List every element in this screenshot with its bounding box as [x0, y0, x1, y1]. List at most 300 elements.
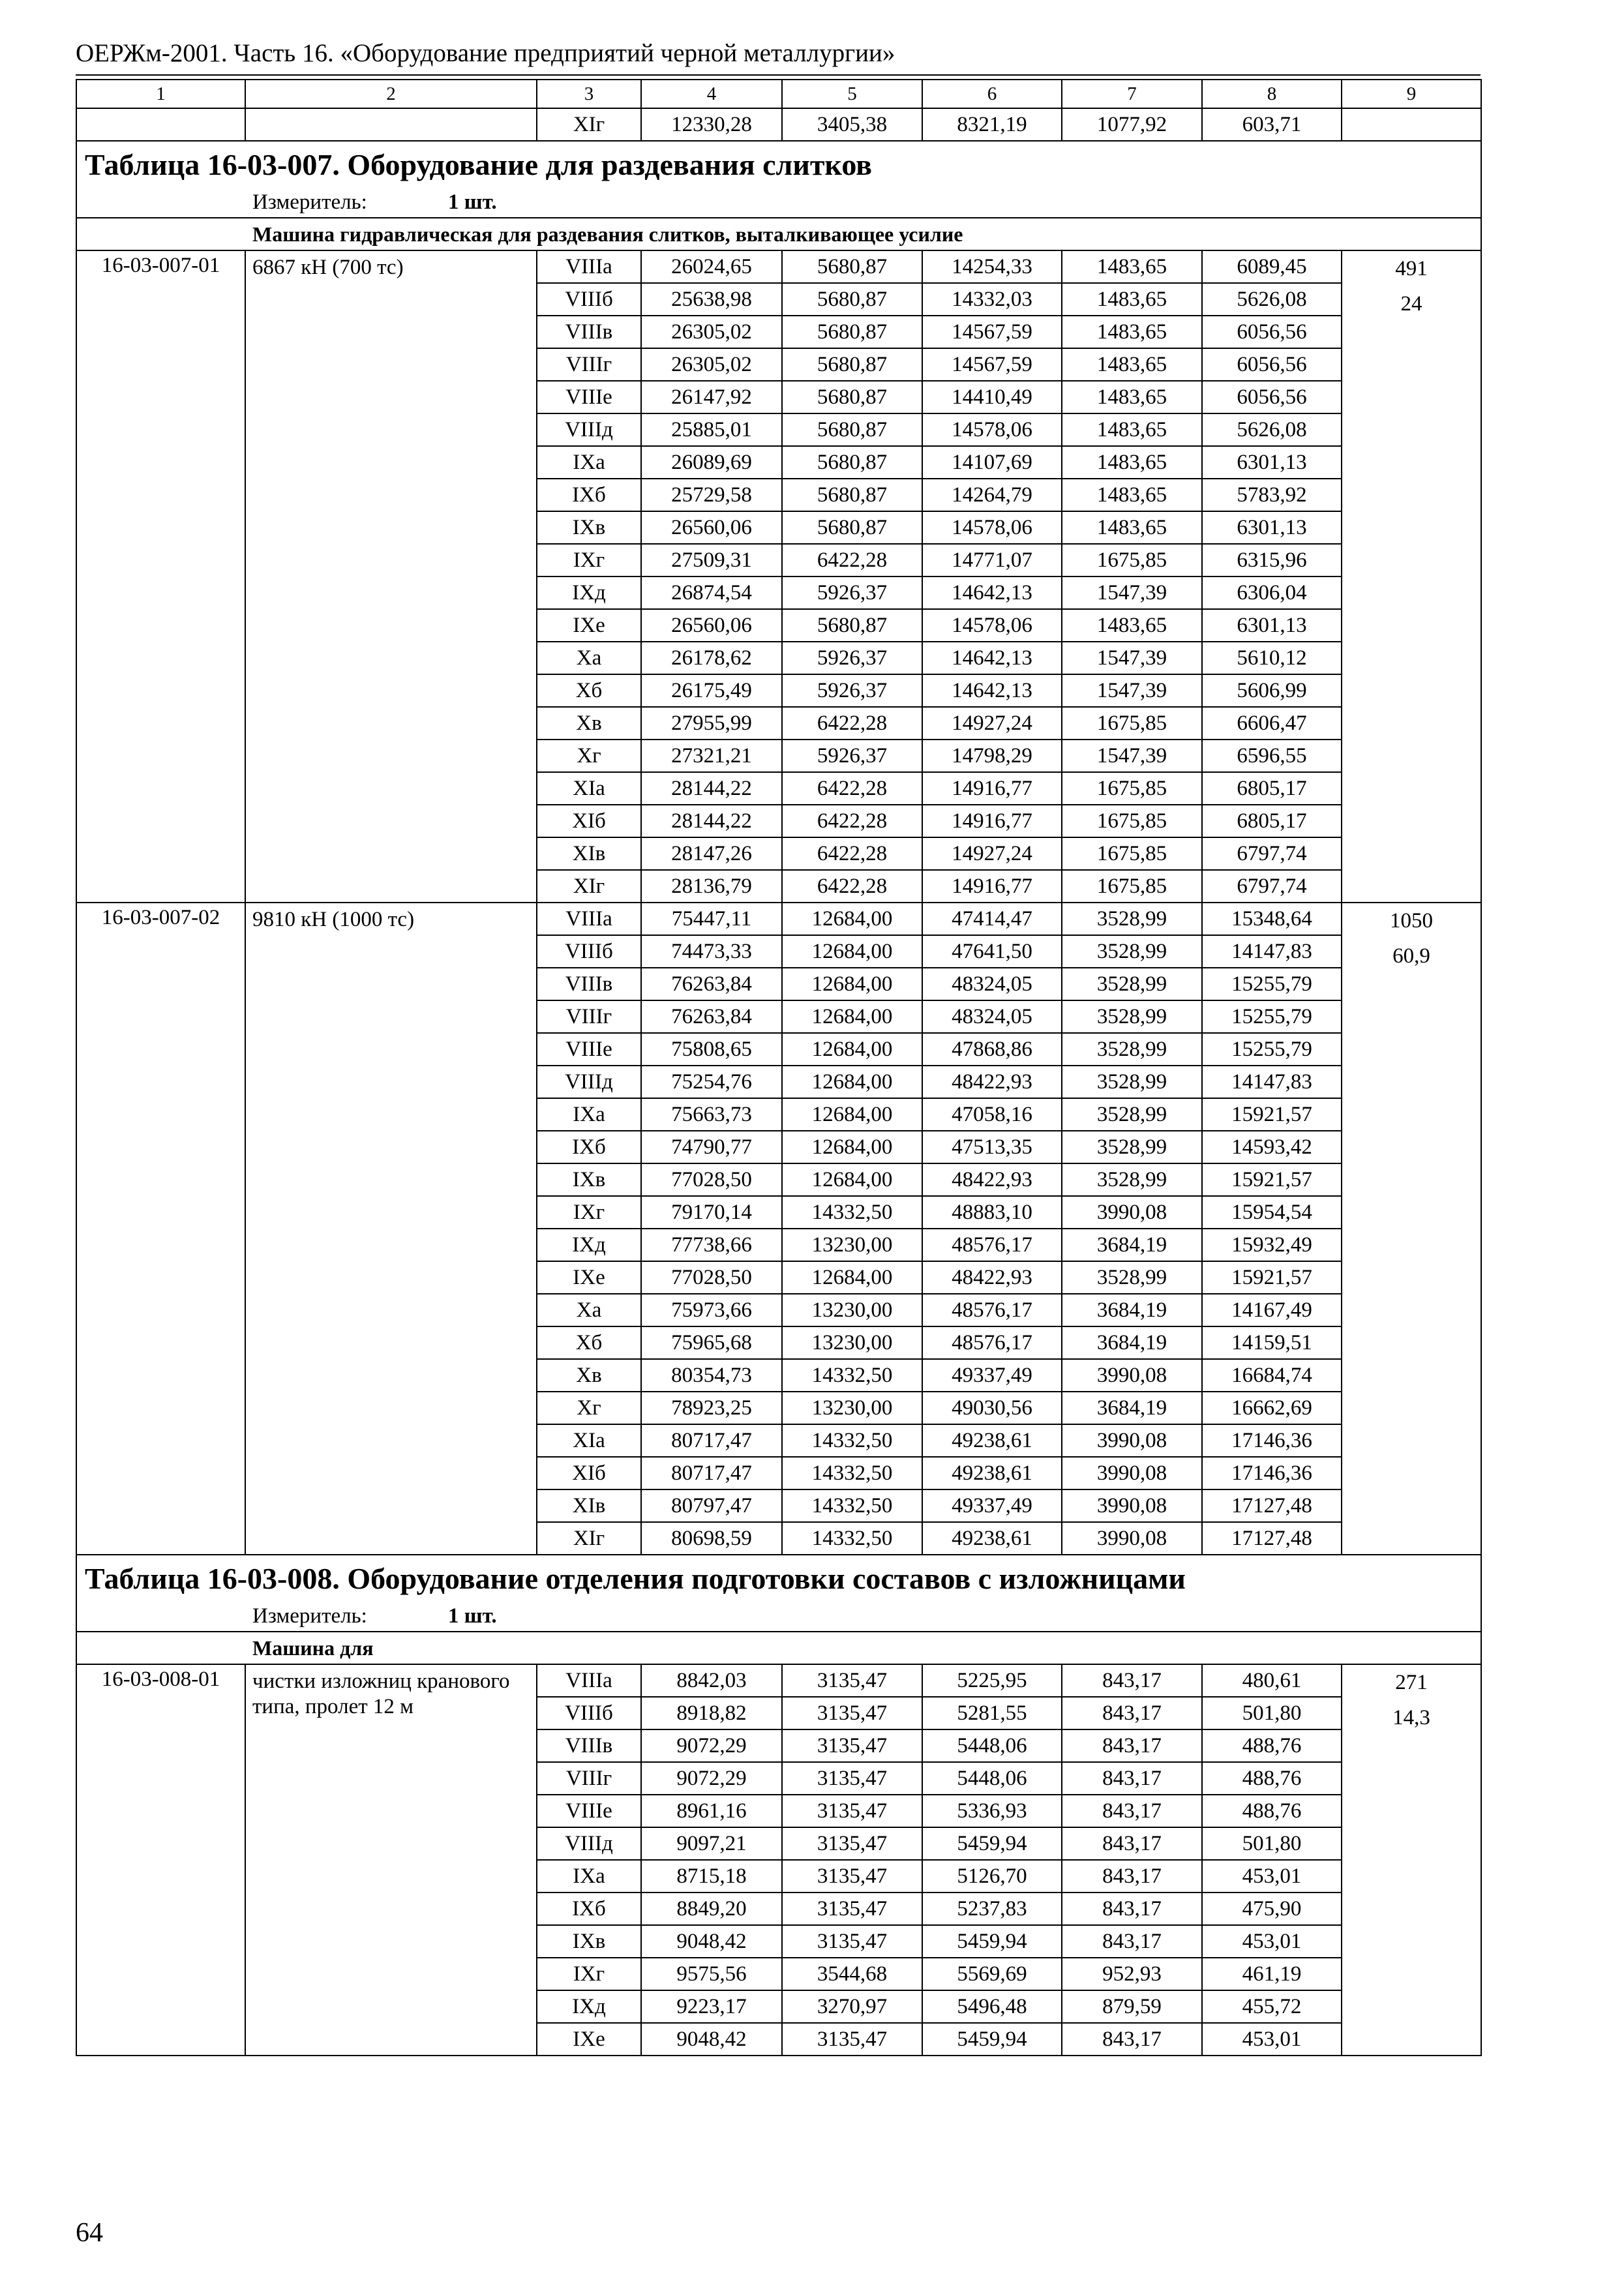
value-cell: 5459,94: [922, 1827, 1062, 1860]
page-header: ОЕРЖм-2001. Часть 16. «Оборудование предприятий черной металлургии»: [76, 39, 895, 67]
value-cell: 48422,93: [922, 1066, 1062, 1098]
value-cell: 12684,00: [782, 1098, 922, 1131]
value-cell: 3528,99: [1062, 1098, 1202, 1131]
value-cell: 14916,77: [922, 870, 1062, 903]
value-cell: 14254,33: [922, 250, 1062, 283]
value-cell: 453,01: [1202, 1860, 1342, 1893]
region-cell: XIа: [537, 772, 641, 805]
region-cell: IXв: [537, 511, 641, 544]
region-cell: XIб: [537, 1457, 641, 1489]
code-cell: [76, 108, 245, 141]
region-cell: IXе: [537, 609, 641, 642]
region-cell: IXг: [537, 1196, 641, 1229]
value-cell: 843,17: [1062, 1729, 1202, 1762]
value-cell: 3684,19: [1062, 1326, 1202, 1359]
value-cell: 47641,50: [922, 935, 1062, 968]
value-cell: 15255,79: [1202, 1033, 1342, 1066]
value-cell: 17127,48: [1202, 1522, 1342, 1555]
table-row: [76, 1664, 1481, 1697]
value-cell: 26178,62: [641, 642, 782, 674]
value-cell: 14332,50: [782, 1196, 922, 1229]
value-cell: 6301,13: [1202, 446, 1342, 479]
region-cell: IXг: [537, 544, 641, 576]
value-cell: 48576,17: [922, 1229, 1062, 1261]
value-cell: 461,19: [1202, 1958, 1342, 1990]
value-cell: 12684,00: [782, 1066, 922, 1098]
value-cell: 1483,65: [1062, 413, 1202, 446]
value-cell: 3528,99: [1062, 1131, 1202, 1163]
value-cell: 75663,73: [641, 1098, 782, 1131]
rate-name: чистки изложниц кранового типа, пролет 12 м: [245, 1664, 537, 2056]
value-cell: 14167,49: [1202, 1294, 1342, 1326]
extra-value: 491: [1395, 257, 1428, 280]
header-rule: [76, 74, 1481, 76]
region-cell: VIIIг: [537, 348, 641, 381]
rate-name: 6867 кН (700 тс): [245, 250, 537, 903]
value-cell: 6056,56: [1202, 348, 1342, 381]
value-cell: 47058,16: [922, 1098, 1062, 1131]
value-cell: 3528,99: [1062, 1066, 1202, 1098]
value-cell: 27955,99: [641, 707, 782, 740]
meter-cell: [76, 1602, 1481, 1632]
value-cell: 79170,14: [641, 1196, 782, 1229]
value-cell: 475,90: [1202, 1893, 1342, 1925]
value-cell: 5680,87: [782, 446, 922, 479]
value-cell: 501,80: [1202, 1827, 1342, 1860]
value-cell: 26305,02: [641, 348, 782, 381]
region-cell: XIг: [537, 108, 641, 141]
value-cell: 74790,77: [641, 1131, 782, 1163]
region-cell: VIIIд: [537, 413, 641, 446]
value-cell: 12684,00: [782, 1261, 922, 1294]
value-cell: 3528,99: [1062, 935, 1202, 968]
value-cell: 14332,50: [782, 1424, 922, 1457]
region-cell: IXв: [537, 1163, 641, 1196]
value-cell: 843,17: [1062, 1664, 1202, 1697]
value-cell: 5225,95: [922, 1664, 1062, 1697]
section-row: [76, 1632, 1481, 1664]
rate-name: 9810 кН (1000 тс): [245, 903, 537, 1555]
column-number-row: [76, 80, 1481, 108]
column-number: 9: [1342, 80, 1481, 108]
value-cell: 1547,39: [1062, 576, 1202, 609]
value-cell: 1077,92: [1062, 108, 1202, 141]
value-cell: 8961,16: [641, 1795, 782, 1827]
value-cell: 5680,87: [782, 316, 922, 348]
value-cell: 488,76: [1202, 1795, 1342, 1827]
value-cell: 5680,87: [782, 250, 922, 283]
value-cell: 26305,02: [641, 316, 782, 348]
region-cell: XIв: [537, 1489, 641, 1522]
value-cell: 1675,85: [1062, 805, 1202, 837]
region-cell: VIIIв: [537, 316, 641, 348]
value-cell: 3135,47: [782, 2023, 922, 2056]
value-cell: 3684,19: [1062, 1229, 1202, 1261]
value-cell: 3135,47: [782, 1925, 922, 1958]
value-cell: 75973,66: [641, 1294, 782, 1326]
region-cell: VIIIб: [537, 935, 641, 968]
value-cell: 16662,69: [1202, 1392, 1342, 1424]
value-cell: 48324,05: [922, 968, 1062, 1000]
value-cell: 5237,83: [922, 1893, 1062, 1925]
value-cell: 6422,28: [782, 870, 922, 903]
extra-cell: [1342, 250, 1481, 903]
value-cell: 12684,00: [782, 1000, 922, 1033]
value-cell: 80698,59: [641, 1522, 782, 1555]
value-cell: 75447,11: [641, 903, 782, 935]
region-cell: VIIIг: [537, 1762, 641, 1795]
value-cell: 5680,87: [782, 479, 922, 511]
value-cell: 8321,19: [922, 108, 1062, 141]
column-number: 3: [537, 80, 641, 108]
value-cell: 6422,28: [782, 837, 922, 870]
value-cell: 6422,28: [782, 544, 922, 576]
value-cell: 75254,76: [641, 1066, 782, 1098]
value-cell: 9048,42: [641, 1925, 782, 1958]
value-cell: 6306,04: [1202, 576, 1342, 609]
value-cell: 26560,06: [641, 511, 782, 544]
value-cell: 5610,12: [1202, 642, 1342, 674]
value-cell: 1675,85: [1062, 707, 1202, 740]
value-cell: 48422,93: [922, 1163, 1062, 1196]
value-cell: 879,59: [1062, 1990, 1202, 2023]
value-cell: 5626,08: [1202, 413, 1342, 446]
rate-code: 16-03-007-02: [76, 903, 245, 1555]
value-cell: 5459,94: [922, 1925, 1062, 1958]
value-cell: 3528,99: [1062, 1163, 1202, 1196]
region-cell: IXб: [537, 1131, 641, 1163]
region-cell: VIIIе: [537, 381, 641, 413]
rate-code: 16-03-008-01: [76, 1664, 245, 2056]
value-cell: 5926,37: [782, 740, 922, 772]
region-cell: Xв: [537, 1359, 641, 1392]
value-cell: 952,93: [1062, 1958, 1202, 1990]
value-cell: 75965,68: [641, 1326, 782, 1359]
value-cell: 14147,83: [1202, 935, 1342, 968]
value-cell: 5680,87: [782, 283, 922, 316]
value-cell: 25638,98: [641, 283, 782, 316]
value-cell: 3684,19: [1062, 1294, 1202, 1326]
value-cell: 48324,05: [922, 1000, 1062, 1033]
value-cell: 15921,57: [1202, 1163, 1342, 1196]
value-cell: 6805,17: [1202, 805, 1342, 837]
region-cell: Xг: [537, 1392, 641, 1424]
value-cell: 1547,39: [1062, 740, 1202, 772]
region-cell: VIIIа: [537, 903, 641, 935]
value-cell: 843,17: [1062, 2023, 1202, 2056]
value-cell: 26089,69: [641, 446, 782, 479]
value-cell: 3135,47: [782, 1664, 922, 1697]
value-cell: 75808,65: [641, 1033, 782, 1066]
value-cell: 76263,84: [641, 968, 782, 1000]
column-number: 1: [76, 80, 245, 108]
value-cell: 47414,47: [922, 903, 1062, 935]
value-cell: 12684,00: [782, 1033, 922, 1066]
column-number: 5: [782, 80, 922, 108]
table-body: [76, 80, 1481, 2056]
table-title-row: [76, 1555, 1481, 1602]
region-cell: VIIIб: [537, 283, 641, 316]
carry-over-row: [76, 108, 1481, 141]
column-number: 8: [1202, 80, 1342, 108]
value-cell: 1483,65: [1062, 250, 1202, 283]
value-cell: 28136,79: [641, 870, 782, 903]
column-number: 4: [641, 80, 782, 108]
value-cell: 26024,65: [641, 250, 782, 283]
table-title-row: [76, 141, 1481, 188]
region-cell: IXд: [537, 1229, 641, 1261]
value-cell: 1483,65: [1062, 283, 1202, 316]
value-cell: 48422,93: [922, 1261, 1062, 1294]
region-cell: Xв: [537, 707, 641, 740]
value-cell: 3990,08: [1062, 1196, 1202, 1229]
value-cell: 14916,77: [922, 805, 1062, 837]
value-cell: 14771,07: [922, 544, 1062, 576]
value-cell: 453,01: [1202, 2023, 1342, 2056]
extra-value: 271: [1395, 1671, 1428, 1694]
region-cell: XIб: [537, 805, 641, 837]
value-cell: 5926,37: [782, 576, 922, 609]
value-cell: 27509,31: [641, 544, 782, 576]
value-cell: 488,76: [1202, 1762, 1342, 1795]
region-cell: Xг: [537, 740, 641, 772]
value-cell: 6422,28: [782, 707, 922, 740]
extra-value: 60,9: [1392, 944, 1430, 968]
region-cell: VIIIв: [537, 968, 641, 1000]
value-cell: 6422,28: [782, 772, 922, 805]
value-cell: 1675,85: [1062, 837, 1202, 870]
value-cell: 13230,00: [782, 1326, 922, 1359]
region-cell: IXа: [537, 1098, 641, 1131]
value-cell: 26147,92: [641, 381, 782, 413]
value-cell: 1547,39: [1062, 642, 1202, 674]
value-cell: 3135,47: [782, 1795, 922, 1827]
value-cell: 13230,00: [782, 1229, 922, 1261]
value-cell: 5680,87: [782, 348, 922, 381]
value-cell: 48576,17: [922, 1294, 1062, 1326]
value-cell: 3270,97: [782, 1990, 922, 2023]
value-cell: 12330,28: [641, 108, 782, 141]
value-cell: 77738,66: [641, 1229, 782, 1261]
value-cell: 14264,79: [922, 479, 1062, 511]
value-cell: 15255,79: [1202, 1000, 1342, 1033]
value-cell: 3135,47: [782, 1860, 922, 1893]
value-cell: 77028,50: [641, 1261, 782, 1294]
value-cell: 6596,55: [1202, 740, 1342, 772]
value-cell: 13230,00: [782, 1294, 922, 1326]
value-cell: 9097,21: [641, 1827, 782, 1860]
value-cell: 14567,59: [922, 316, 1062, 348]
region-cell: Xа: [537, 642, 641, 674]
meter-row: [76, 188, 1481, 218]
value-cell: 17146,36: [1202, 1457, 1342, 1489]
page-number: 64: [76, 2218, 103, 2248]
value-cell: 1483,65: [1062, 511, 1202, 544]
region-cell: VIIIе: [537, 1033, 641, 1066]
value-cell: 49030,56: [922, 1392, 1062, 1424]
value-cell: 80717,47: [641, 1424, 782, 1457]
value-cell: 480,61: [1202, 1664, 1342, 1697]
value-cell: 8715,18: [641, 1860, 782, 1893]
value-cell: 1483,65: [1062, 446, 1202, 479]
value-cell: 48883,10: [922, 1196, 1062, 1229]
region-cell: Xа: [537, 1294, 641, 1326]
value-cell: 3135,47: [782, 1729, 922, 1762]
value-cell: 3990,08: [1062, 1359, 1202, 1392]
value-cell: 5606,99: [1202, 674, 1342, 707]
region-cell: VIIIб: [537, 1697, 641, 1729]
value-cell: 74473,33: [641, 935, 782, 968]
value-cell: 5496,48: [922, 1990, 1062, 2023]
value-cell: 25729,58: [641, 479, 782, 511]
extra-cell: [1342, 108, 1481, 141]
value-cell: 12684,00: [782, 1131, 922, 1163]
value-cell: 14332,50: [782, 1359, 922, 1392]
value-cell: 5626,08: [1202, 283, 1342, 316]
value-cell: 5680,87: [782, 511, 922, 544]
value-cell: 843,17: [1062, 1860, 1202, 1893]
value-cell: 843,17: [1062, 1697, 1202, 1729]
value-cell: 14159,51: [1202, 1326, 1342, 1359]
value-cell: 8842,03: [641, 1664, 782, 1697]
value-cell: 9575,56: [641, 1958, 782, 1990]
value-cell: 843,17: [1062, 1762, 1202, 1795]
value-cell: 47513,35: [922, 1131, 1062, 1163]
value-cell: 49238,61: [922, 1457, 1062, 1489]
meter-label: Измеритель:: [252, 190, 367, 214]
value-cell: 25885,01: [641, 413, 782, 446]
table-row: [76, 250, 1481, 283]
value-cell: 3990,08: [1062, 1424, 1202, 1457]
value-cell: 6606,47: [1202, 707, 1342, 740]
name-cell: [245, 108, 537, 141]
section-heading: Машина гидравлическая для раздевания слитков, выталкивающее усилие: [76, 218, 1481, 250]
value-cell: 1483,65: [1062, 348, 1202, 381]
table-title: Таблица 16-03-008. Оборудование отделения подготовки составов с изложницами: [76, 1555, 1481, 1602]
value-cell: 14798,29: [922, 740, 1062, 772]
value-cell: 14107,69: [922, 446, 1062, 479]
column-number: 2: [245, 80, 537, 108]
value-cell: 6301,13: [1202, 609, 1342, 642]
region-cell: IXе: [537, 1261, 641, 1294]
region-cell: IXа: [537, 1860, 641, 1893]
value-cell: 1483,65: [1062, 316, 1202, 348]
meter-cell: [76, 188, 1481, 218]
value-cell: 9072,29: [641, 1762, 782, 1795]
value-cell: 3544,68: [782, 1958, 922, 1990]
value-cell: 14927,24: [922, 837, 1062, 870]
value-cell: 15255,79: [1202, 968, 1342, 1000]
value-cell: 603,71: [1202, 108, 1342, 141]
region-cell: IXе: [537, 2023, 641, 2056]
value-cell: 80717,47: [641, 1457, 782, 1489]
value-cell: 3990,08: [1062, 1489, 1202, 1522]
value-cell: 3135,47: [782, 1893, 922, 1925]
value-cell: 8918,82: [641, 1697, 782, 1729]
value-cell: 5126,70: [922, 1860, 1062, 1893]
value-cell: 15921,57: [1202, 1098, 1342, 1131]
meter-row: [76, 1602, 1481, 1632]
value-cell: 76263,84: [641, 1000, 782, 1033]
value-cell: 3528,99: [1062, 1033, 1202, 1066]
column-number: 6: [922, 80, 1062, 108]
value-cell: 9072,29: [641, 1729, 782, 1762]
value-cell: 455,72: [1202, 1990, 1342, 2023]
value-cell: 6315,96: [1202, 544, 1342, 576]
value-cell: 5926,37: [782, 642, 922, 674]
value-cell: 1483,65: [1062, 479, 1202, 511]
region-cell: VIIIа: [537, 1664, 641, 1697]
region-cell: IXд: [537, 576, 641, 609]
region-cell: IXд: [537, 1990, 641, 2023]
value-cell: 12684,00: [782, 968, 922, 1000]
value-cell: 1675,85: [1062, 772, 1202, 805]
value-cell: 26175,49: [641, 674, 782, 707]
value-cell: 6805,17: [1202, 772, 1342, 805]
value-cell: 26874,54: [641, 576, 782, 609]
region-cell: VIIIв: [537, 1729, 641, 1762]
value-cell: 15348,64: [1202, 903, 1342, 935]
value-cell: 14567,59: [922, 348, 1062, 381]
extra-value: 14,3: [1392, 1706, 1430, 1729]
region-cell: VIIIд: [537, 1827, 641, 1860]
value-cell: 5680,87: [782, 413, 922, 446]
value-cell: 6797,74: [1202, 837, 1342, 870]
value-cell: 26560,06: [641, 609, 782, 642]
extra-value: 24: [1400, 292, 1422, 316]
value-cell: 49337,49: [922, 1359, 1062, 1392]
value-cell: 14578,06: [922, 609, 1062, 642]
value-cell: 843,17: [1062, 1827, 1202, 1860]
value-cell: 14642,13: [922, 674, 1062, 707]
value-cell: 843,17: [1062, 1925, 1202, 1958]
value-cell: 5680,87: [782, 381, 922, 413]
value-cell: 1675,85: [1062, 870, 1202, 903]
meter-value: 1 шт.: [448, 190, 497, 214]
value-cell: 15954,54: [1202, 1196, 1342, 1229]
value-cell: 5448,06: [922, 1729, 1062, 1762]
value-cell: 12684,00: [782, 903, 922, 935]
value-cell: 13230,00: [782, 1392, 922, 1424]
value-cell: 14578,06: [922, 413, 1062, 446]
value-cell: 78923,25: [641, 1392, 782, 1424]
extra-cell: [1342, 903, 1481, 1555]
value-cell: 3135,47: [782, 1697, 922, 1729]
rate-code: 16-03-007-01: [76, 250, 245, 903]
value-cell: 5680,87: [782, 609, 922, 642]
value-cell: 14642,13: [922, 576, 1062, 609]
value-cell: 14642,13: [922, 642, 1062, 674]
value-cell: 3684,19: [1062, 1392, 1202, 1424]
value-cell: 14593,42: [1202, 1131, 1342, 1163]
value-cell: 27321,21: [641, 740, 782, 772]
value-cell: 17127,48: [1202, 1489, 1342, 1522]
region-cell: XIв: [537, 837, 641, 870]
value-cell: 6056,56: [1202, 381, 1342, 413]
region-cell: IXб: [537, 479, 641, 511]
value-cell: 1483,65: [1062, 609, 1202, 642]
value-cell: 14927,24: [922, 707, 1062, 740]
value-cell: 14332,03: [922, 283, 1062, 316]
value-cell: 14332,50: [782, 1522, 922, 1555]
extra-value: 1050: [1390, 909, 1433, 933]
value-cell: 5783,92: [1202, 479, 1342, 511]
value-cell: 5281,55: [922, 1697, 1062, 1729]
region-cell: IXа: [537, 446, 641, 479]
meter-label: Измеритель:: [252, 1604, 367, 1628]
value-cell: 14332,50: [782, 1489, 922, 1522]
region-cell: VIIIд: [537, 1066, 641, 1098]
